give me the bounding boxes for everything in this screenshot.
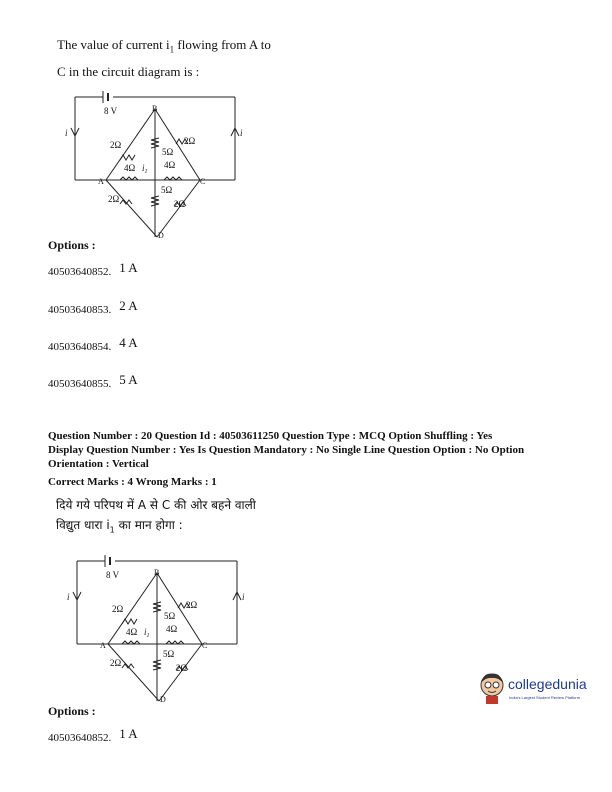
battery-label: 8 V (106, 570, 120, 580)
current-right-label: i (242, 592, 245, 602)
node-a-label: A (98, 177, 104, 186)
option-value: 5 A (119, 372, 138, 387)
resistor-right4-label: 4Ω (166, 624, 178, 634)
current-left-label: i (67, 592, 70, 602)
node-d-label: D (160, 695, 166, 704)
resistor-dc-label: 2Ω (176, 663, 188, 673)
resistor-ad-label: 2Ω (108, 194, 120, 204)
current-left-label: i (65, 128, 68, 138)
current-right-label: i (240, 128, 243, 138)
hindi-line2-start: विद्युत धारा i (56, 518, 110, 532)
resistor-right4-label: 4Ω (164, 160, 176, 170)
question-text-hindi (56, 495, 256, 540)
hindi-line2 (56, 515, 256, 540)
resistor-left4-label: 4Ω (124, 163, 136, 173)
option-value: 1 A (119, 726, 138, 741)
node-b-label: B (152, 104, 158, 113)
node-c-label: C (202, 641, 208, 650)
option-row[interactable] (48, 374, 138, 392)
options-heading: Options : (48, 238, 96, 252)
options-heading: Options : (48, 704, 96, 718)
node-d-label: D (158, 231, 164, 240)
logo-tagline: India's Largest Student Review Platform (509, 695, 581, 700)
question-text-line1: The value of current i (57, 37, 170, 52)
option-value: 1 A (119, 260, 138, 275)
option-row[interactable] (48, 728, 138, 746)
meta-line3: Orientation : Vertical (48, 458, 149, 470)
resistor-ad-label: 2Ω (110, 658, 122, 668)
resistor-bc-label: 2Ω (184, 136, 196, 146)
hindi-line1: दिये गये परिपथ में A से C की ओर बहने वाली (56, 498, 256, 512)
question-meta (48, 429, 524, 471)
subscript: 1 (109, 525, 115, 535)
meta-line1: Question Number : 20 Question Id : 40503611250 Question Type : MCQ Option Shuffling : Yes (48, 430, 493, 442)
node-a-label: A (100, 641, 106, 650)
option-id: 40503640855. (48, 378, 112, 390)
mascot-icon (478, 671, 506, 705)
option-value: 2 A (119, 298, 138, 313)
option-id: 40503640852. (48, 732, 112, 744)
resistor-bd5-label: 5Ω (161, 185, 173, 195)
question-text (57, 34, 271, 82)
option-id: 40503640853. (48, 304, 112, 316)
question-text-line1-end: flowing from A to (174, 37, 271, 52)
resistor-ab-label: 2Ω (110, 140, 122, 150)
resistor-dc-label: 2Ω (174, 199, 186, 209)
resistor-ab-label: 2Ω (112, 604, 124, 614)
option-row[interactable] (48, 300, 138, 318)
circuit-diagram (62, 552, 252, 710)
meta-line2: Display Question Number : Yes Is Question Mandatory : No Single Line Question Option : No Option (48, 444, 525, 456)
marks-info: Correct Marks : 4 Wrong Marks : 1 (48, 476, 217, 488)
resistor-bd5-label: 5Ω (163, 649, 175, 659)
current-i1-label: $i_1$ (144, 627, 150, 639)
question-text-line2: C in the circuit diagram is : (57, 63, 200, 79)
circuit-diagram (60, 88, 250, 246)
battery-label: 8 V (104, 106, 118, 116)
resistor-left4-label: 4Ω (126, 627, 138, 637)
option-value: 4 A (119, 335, 138, 350)
subscript: 1 (169, 44, 175, 55)
current-i1-label: $i_1$ (142, 163, 148, 175)
node-c-label: C (200, 177, 206, 186)
resistor-bc-label: 2Ω (186, 600, 198, 610)
option-row[interactable] (48, 337, 138, 355)
option-row[interactable] (48, 262, 138, 280)
resistor-b5-label: 5Ω (162, 147, 174, 157)
resistor-b5-label: 5Ω (164, 611, 176, 621)
option-id: 40503640852. (48, 266, 112, 278)
collegedunia-logo[interactable] (478, 668, 606, 708)
hindi-line2-end: का मान होगा : (114, 518, 183, 532)
option-id: 40503640854. (48, 341, 112, 353)
node-b-label: B (154, 568, 160, 577)
logo-name: collegedunia (508, 676, 587, 692)
